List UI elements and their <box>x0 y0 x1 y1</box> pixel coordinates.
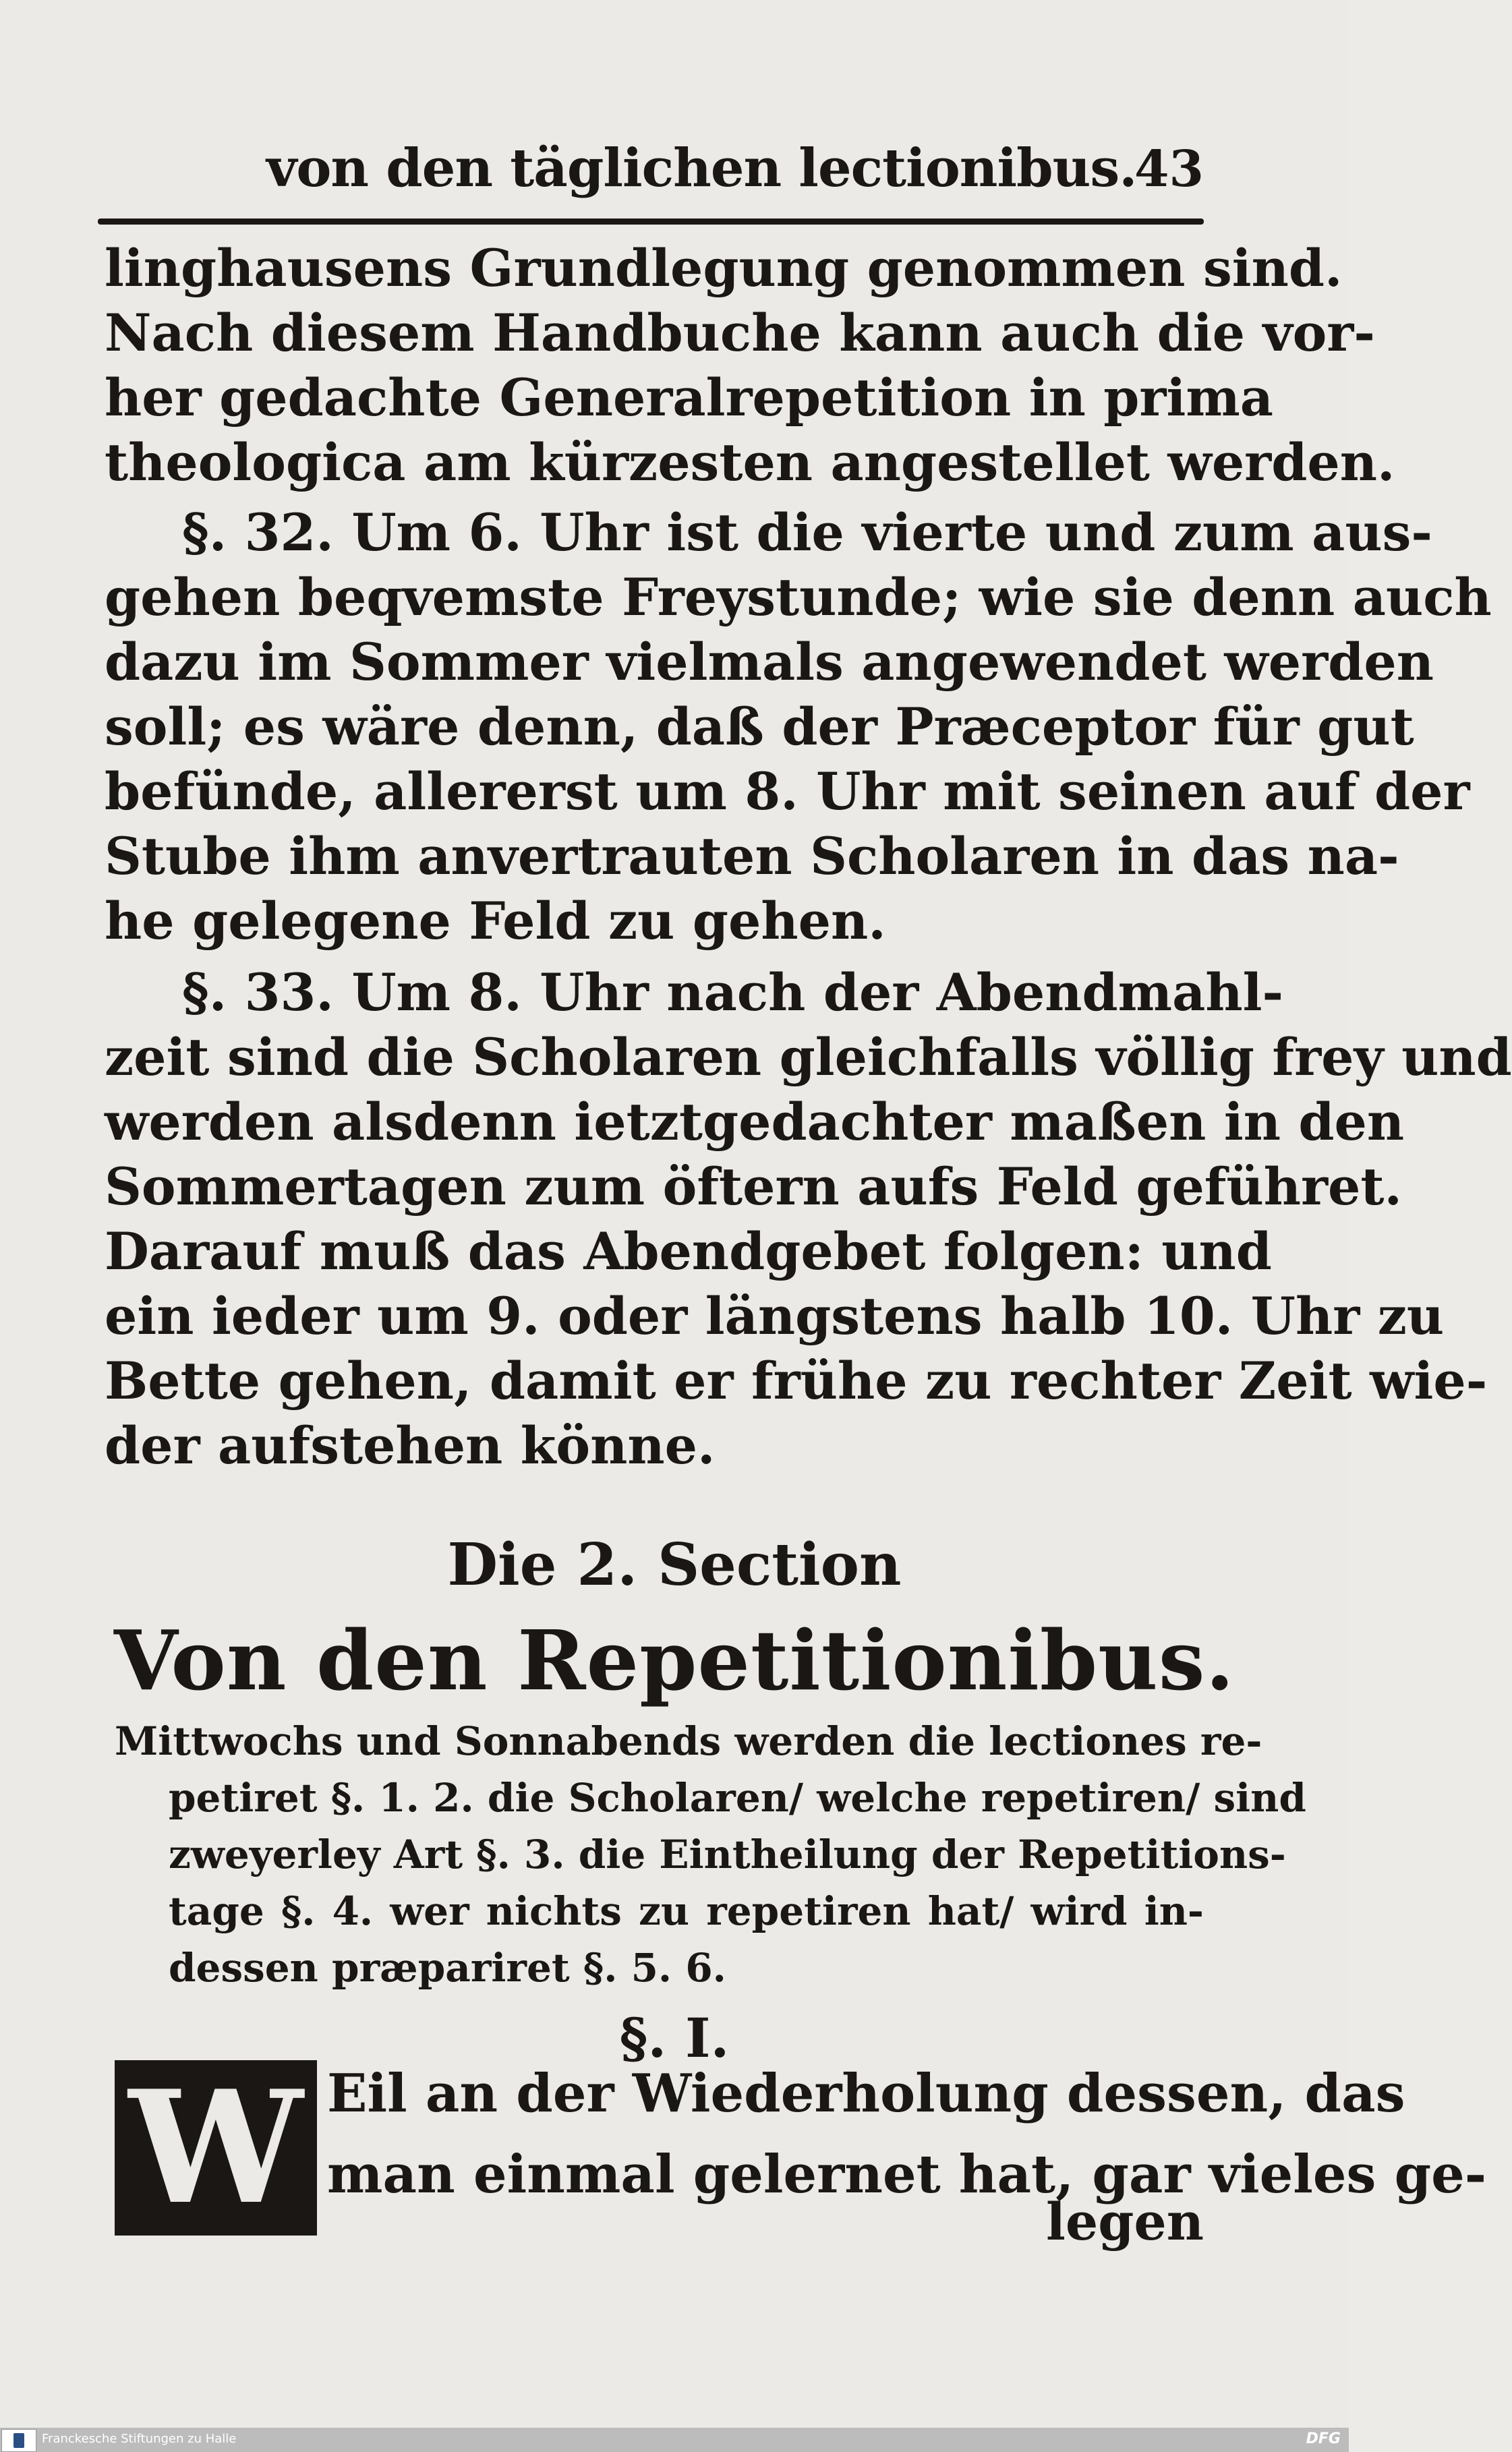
paragraph-sign: §. I. <box>619 2006 730 2070</box>
section-summary <box>115 1713 1306 1996</box>
page-number: 43 <box>1134 140 1204 198</box>
text-line: befünde, allererst um 8. Uhr mit seinen auf der <box>105 761 1470 821</box>
text-block-continuation <box>105 236 1395 495</box>
text-line: ein ieder um 9. oder längstens halb 10. Uhr zu <box>105 1286 1445 1346</box>
summary-line: tage §. 4. wer nichts zu repetiren hat/ wird in- <box>169 1888 1204 1934</box>
text-line: Stube ihm anvertrauten Scholaren in das na- <box>105 826 1399 886</box>
text-line: der aufstehen könne. <box>105 1415 716 1476</box>
text-line: Eil an der Wiederholung dessen, das <box>327 2063 1405 2124</box>
text-line: §. 32. Um 6. Uhr ist die vierte und zum aus- <box>182 502 1432 562</box>
summary-line: Mittwochs und Sonnabends werden die lectiones re- <box>115 1718 1262 1764</box>
footer-credit: Franckesche Stiftungen zu Halle <box>42 2432 237 2446</box>
text-line: theologica am kürzesten angestellet werden. <box>105 432 1395 492</box>
text-line: gehen beqvemste Freystunde; wie sie denn auch <box>105 567 1492 627</box>
text-line: zeit sind die Scholaren gleichfalls völlig frey und <box>105 1027 1512 1087</box>
institution-logo-icon <box>1 2429 36 2452</box>
funder-logo: DFG <box>1306 2430 1341 2447</box>
decorated-initial: W <box>115 2060 317 2236</box>
section-title: Von den Repetitionibus. <box>113 1612 1235 1709</box>
paragraph-32 <box>105 500 1492 954</box>
text-line: Sommertagen zum öftern aufs Feld geführet. <box>105 1157 1402 1217</box>
text-line: he gelegene Feld zu gehen. <box>105 891 886 951</box>
logo-mark-icon <box>13 2433 24 2448</box>
text-line: §. 33. Um 8. Uhr nach der Abendmahl- <box>182 962 1283 1022</box>
paragraph-33 <box>105 960 1512 1478</box>
summary-line: dessen præpariret §. 5. 6. <box>169 1945 726 1991</box>
text-line: linghausens Grundlegung genommen sind. <box>105 238 1343 298</box>
summary-line: petiret §. 1. 2. die Scholaren/ welche repetiren/ sind <box>169 1775 1306 1821</box>
page-header <box>105 128 1204 209</box>
running-head: von den täglichen lectionibus. <box>266 138 1137 199</box>
catchword: legen <box>1046 2192 1204 2252</box>
text-line: dazu im Sommer vielmals angewendet werden <box>105 632 1434 692</box>
text-line: her gedachte Generalrepetition in prima <box>105 368 1274 428</box>
text-line: soll; es wäre denn, daß der Præceptor für gut <box>105 697 1414 757</box>
viewer-footer-bar <box>0 2428 1349 2452</box>
text-line: werden alsdenn ietztgedachter maßen in den <box>105 1092 1405 1152</box>
text-line: Bette gehen, damit er frühe zu rechter Zeit wie- <box>105 1351 1488 1411</box>
text-line: Nach diesem Handbuche kann auch die vor- <box>105 303 1375 363</box>
paragraph-1-text <box>327 2053 1487 2215</box>
summary-line: zweyerley Art §. 3. die Eintheilung der Repetitions- <box>169 1832 1286 1877</box>
section-number-heading: Die 2. Section <box>447 1531 902 1599</box>
text-line: man einmal gelernet hat, gar vieles ge- <box>327 2144 1487 2205</box>
text-line: Darauf muß das Abendgebet folgen: und <box>105 1221 1272 1281</box>
header-rule <box>98 218 1204 225</box>
